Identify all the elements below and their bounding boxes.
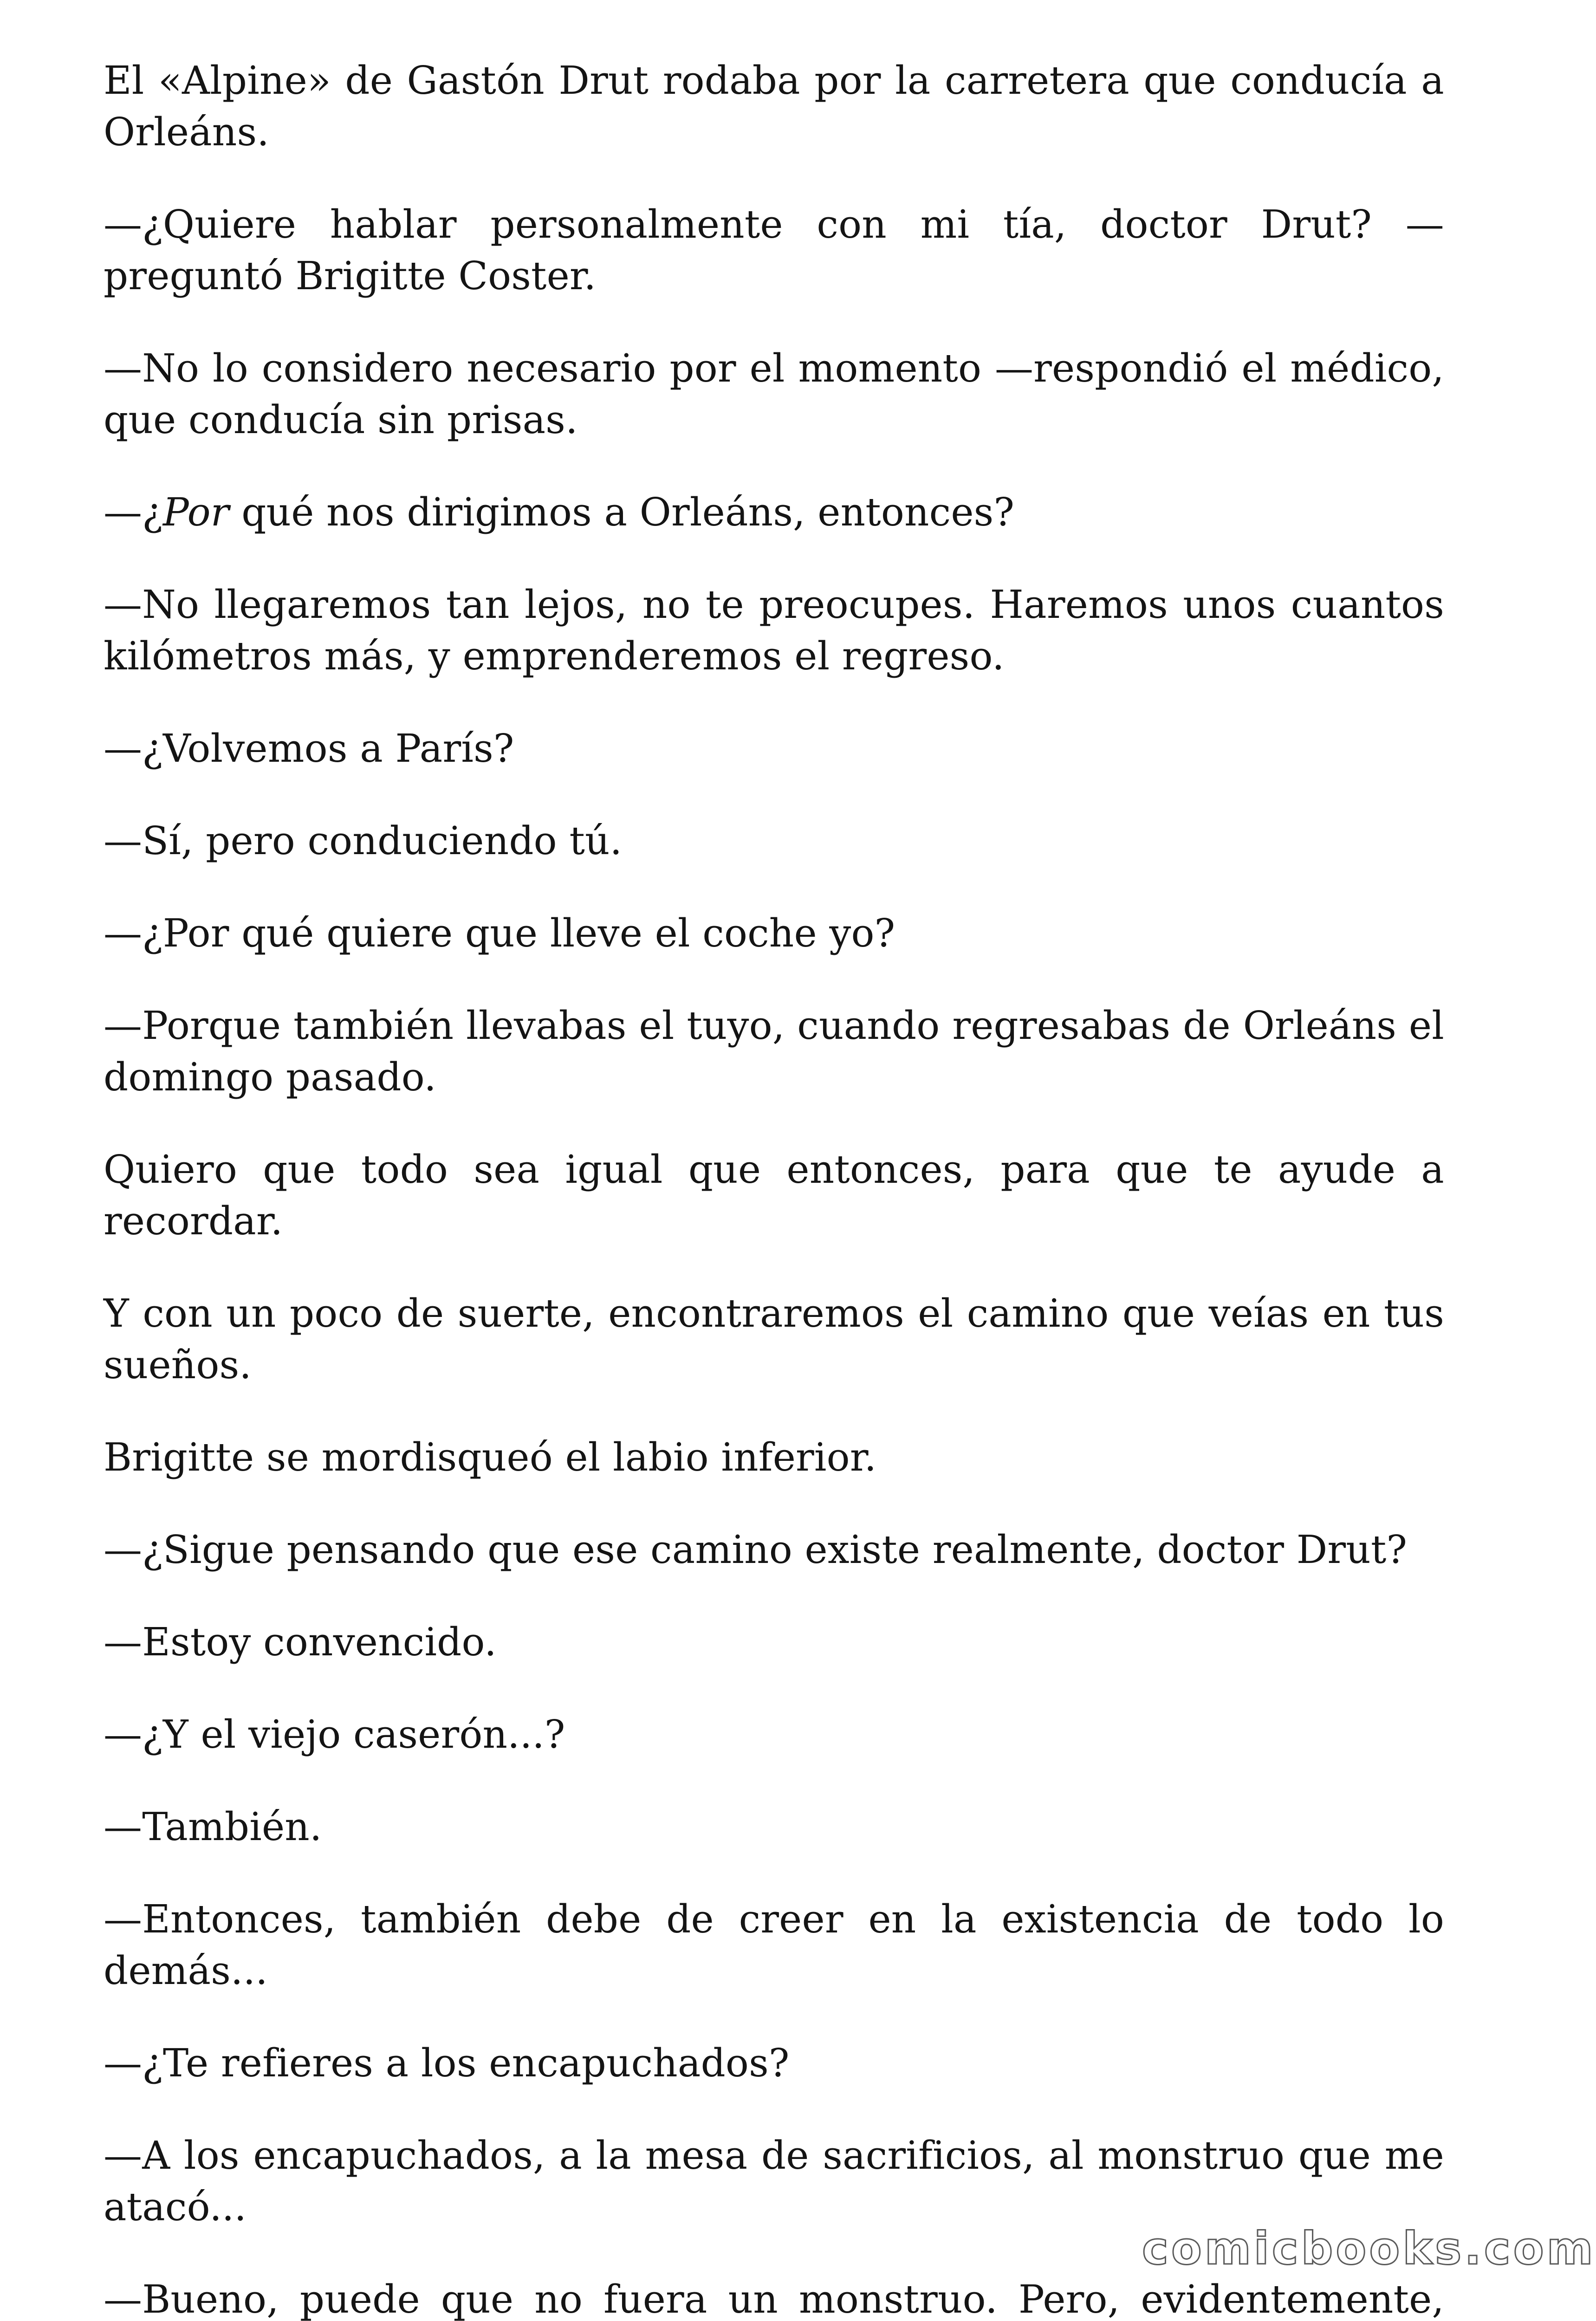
text-column bbox=[104, 55, 1444, 2321]
paragraph: —¿Volvemos a París? bbox=[104, 726, 514, 771]
paragraph: —Porque también llevabas el tuyo, cuando regresabas de Orleáns el domingo pasado. bbox=[104, 1003, 1444, 1100]
paragraph: —No lo considero necesario por el momento —respondió el médico, que conducía sin prisas. bbox=[104, 346, 1444, 442]
paragraph: —Entonces, también debe de creer en la existencia de todo lo demás... bbox=[104, 1897, 1444, 1993]
watermark: comicbooks.com bbox=[1142, 2223, 1596, 2275]
paragraph: Y con un poco de suerte, encontraremos el camino que veías en tus sueños. bbox=[104, 1291, 1444, 1387]
paragraph: —¿Y el viejo caserón...? bbox=[104, 1712, 565, 1757]
paragraph-text: qué nos dirigimos a Orleáns, entonces? bbox=[229, 490, 1015, 535]
paragraph: —¿Por qué quiere que lleve el coche yo? bbox=[104, 911, 895, 956]
italic-word: Por bbox=[162, 490, 229, 535]
paragraph: —No llegaremos tan lejos, no te preocupes. Haremos unos cuantos kilómetros más, y emprenderemos el regreso. bbox=[104, 582, 1444, 679]
paragraph: —Sí, pero conduciendo tú. bbox=[104, 818, 623, 863]
paragraph-text: —¿ bbox=[104, 490, 163, 535]
paragraph: —También. bbox=[104, 1804, 322, 1849]
paragraph: —¿Quiere hablar personalmente con mi tía, doctor Drut? —preguntó Brigitte Coster. bbox=[104, 202, 1444, 298]
paragraph: —Estoy convencido. bbox=[104, 1620, 497, 1665]
paragraph bbox=[104, 486, 1444, 538]
paragraph: Quiero que todo sea igual que entonces, para que te ayude a recordar. bbox=[104, 1147, 1444, 1244]
paragraph: —¿Te refieres a los encapuchados? bbox=[104, 2041, 790, 2086]
paragraph: —Bueno, puede que no fuera un monstruo. Pero, evidentemente, bbox=[104, 2277, 1444, 2321]
paragraph: —A los encapuchados, a la mesa de sacrificios, al monstruo que me atacó... bbox=[104, 2133, 1444, 2230]
paragraph: —¿Sigue pensando que ese camino existe realmente, doctor Drut? bbox=[104, 1527, 1408, 1572]
paragraph: Brigitte se mordisqueó el labio inferior. bbox=[104, 1435, 877, 1480]
paragraph: El «Alpine» de Gastón Drut rodaba por la carretera que conducía a Orleáns. bbox=[104, 58, 1444, 155]
